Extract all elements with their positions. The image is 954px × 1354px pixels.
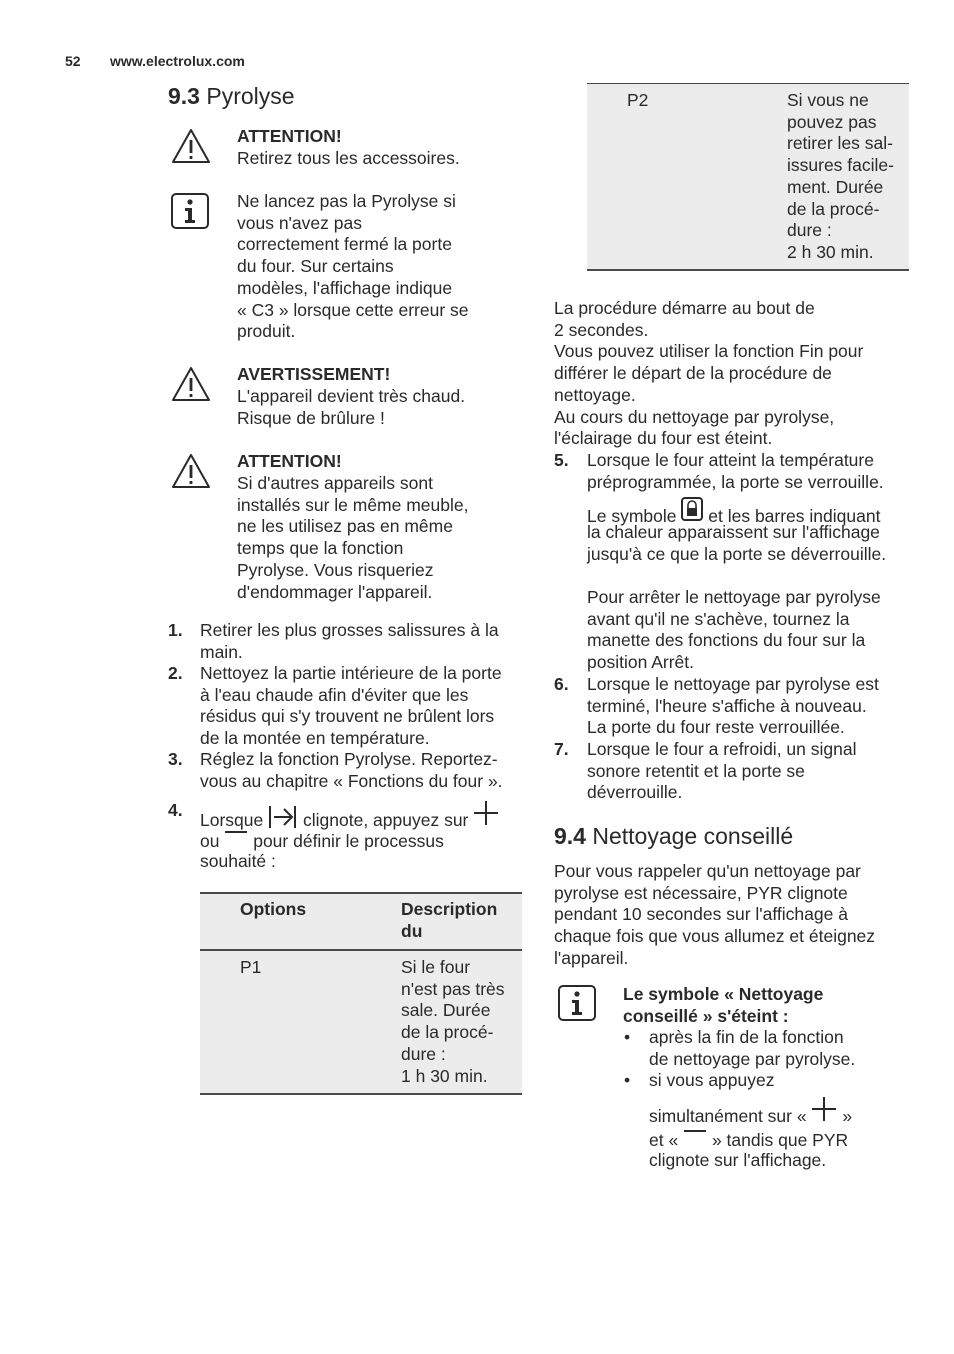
step-text: la chaleur apparaissent sur l'affichage jusqu'à ce que la porte se déverrouille. <box>587 522 887 564</box>
step-text: Lorsque le four atteint la température préprogrammée, la porte se verrouille. <box>587 450 884 492</box>
step-text: Lorsque le nettoyage par pyrolyse est terminé, l'heure s'affiche à nouveau. La porte du four reste verrouillée. <box>587 674 879 738</box>
plus-icon <box>473 800 499 826</box>
info-title: Le symbole « Nettoyage conseillé » s'éteint : <box>623 984 824 1026</box>
step-number: 5. <box>554 450 569 470</box>
notice-text: Retirez tous les accessoires. <box>237 148 460 168</box>
table-cell-description: Si vous ne pouvez pas retirer les sal- issures facile- ment. Durée de la procé- dure : 2 h 30 min. <box>787 90 894 262</box>
table-header-options: Options <box>240 899 307 919</box>
lock-icon <box>681 497 703 521</box>
bullet-symbol: • <box>624 1070 631 1090</box>
minus-icon <box>224 829 248 843</box>
table-cell-option: P1 <box>240 957 262 977</box>
info-text: Ne lancez pas la Pyrolyse si vous n'avez pas correctement fermé la porte du four. Sur certains modèles, l'affichage indique « C3 » lorsque cette erreur se produit. <box>237 191 469 342</box>
step-text-symbol: Le symbole et les barres indiquant <box>587 497 880 528</box>
step-number: 1. <box>168 620 183 640</box>
step-text-3: souhaité : <box>200 851 276 871</box>
warning-text: L'appareil devient très chaud. Risque de brûlure ! <box>237 386 466 428</box>
table-rule <box>587 83 909 84</box>
notice-label: ATTENTION! <box>237 451 342 471</box>
step-text-2: ou pour définir le processus <box>200 831 444 851</box>
minus-icon <box>683 1128 707 1142</box>
step-text: Retirer les plus grosses salissures à la main. <box>200 620 499 662</box>
table-rule <box>200 892 522 894</box>
step-text: Pour arrêter le nettoyage par pyrolyse avant qu'il ne s'achève, tournez la manette des fonctions du four sur la position Arrêt. <box>587 587 881 673</box>
warning-triangle-icon <box>171 366 211 402</box>
table-rule <box>587 269 909 271</box>
section-heading-9-4 <box>554 822 793 850</box>
section-number: 9.4 <box>554 823 586 849</box>
step-number: 4. <box>168 800 183 820</box>
warning-label: AVERTISSEMENT! <box>237 364 391 384</box>
step-number: 2. <box>168 663 183 683</box>
bullet-text: et « » tandis que PYR <box>649 1130 849 1150</box>
info-icon <box>558 985 596 1021</box>
step-number: 3. <box>168 749 183 769</box>
warning-triangle-icon <box>171 453 211 489</box>
page-number: 52 <box>65 53 81 69</box>
bullet-text: clignote sur l'affichage. <box>649 1150 827 1170</box>
notice-text: Si d'autres appareils sont installés sur le même meuble, ne les utilisez pas en même temps que la fonction Pyrolyse. Vous risqueriez d'endommager l'appareil. <box>237 473 469 602</box>
table-cell-description: Si le four n'est pas très sale. Durée de la procé- dure : 1 h 30 min. <box>401 957 505 1086</box>
plus-icon <box>811 1096 837 1122</box>
section-number: 9.3 <box>168 83 200 109</box>
bullet-text: si vous appuyez <box>649 1070 775 1090</box>
info-icon <box>171 193 209 229</box>
section-heading-9-3 <box>168 82 295 110</box>
paragraph: La procédure démarre au bout de 2 secondes. Vous pouvez utiliser la fonction Fin pour différer le départ de la procédure de nettoyage. Au cours du nettoyage par pyrolyse, l'éclairage du four est éteint. <box>554 298 864 449</box>
paragraph: Pour vous rappeler qu'un nettoyage par pyrolyse est nécessaire, PYR clignote pendant 10 secondes sur l'affichage à chaque fois que vous allumez et éteignez l'appareil. <box>554 861 876 968</box>
function-arrow-icon <box>268 805 298 829</box>
bullet-text: simultanément sur « » <box>649 1096 852 1128</box>
step-number: 6. <box>554 674 569 694</box>
bullet-text: après la fin de la fonction de nettoyage par pyrolyse. <box>649 1027 856 1069</box>
table-rule <box>200 1093 522 1095</box>
section-title: Pyrolyse <box>206 83 295 109</box>
step-text: Lorsque le four a refroidi, un signal sonore retentit et la porte se déverrouille. <box>587 739 857 803</box>
notice-label: ATTENTION! <box>237 126 342 146</box>
header-url: www.electrolux.com <box>110 53 245 69</box>
table-header-description: Description du <box>401 899 498 941</box>
step-text: Nettoyez la partie intérieure de la porte à l'eau chaude afin d'éviter que les résidus qui s'y trouvent ne brûlent lors de la montée en température. <box>200 663 502 749</box>
bullet-symbol: • <box>624 1027 631 1047</box>
table-rule <box>200 949 522 951</box>
table-cell-option: P2 <box>627 90 649 110</box>
step-text: Réglez la fonction Pyrolyse. Reportez- vous au chapitre « Fonctions du four ». <box>200 749 503 791</box>
step-number: 7. <box>554 739 569 759</box>
step-text: Lorsque clignote, appuyez sur <box>200 800 499 832</box>
warning-triangle-icon <box>171 128 211 164</box>
section-title: Nettoyage conseillé <box>592 823 794 849</box>
